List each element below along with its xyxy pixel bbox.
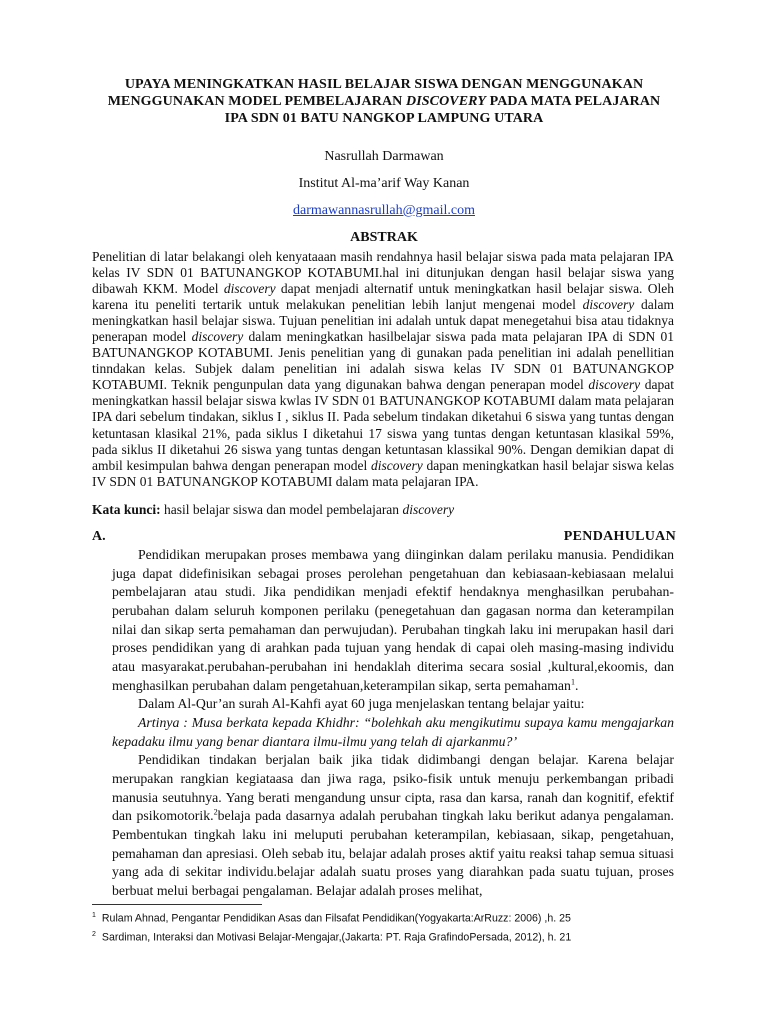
footnote-number: 1 <box>92 912 96 919</box>
abstract-text: dalam meningkatkan hasilbelajar siswa pada mata pelajaran IPA di SDN 01 BATUNANGKOP KOTABUMI. Jenis penelitian yang di gunakan pada penelitian ini adalah penellitian tinndakan kelas. Subjek dalam penelitian ini adalah siswa kelas IV SDN 01 BATUNANGKOP KOTABUMI. Teknik pengunpulan data yang digunakan bahwa dengan penerapan model <box>92 329 674 393</box>
title-line-2-end: PADA MATA PELAJARAN <box>486 94 661 109</box>
abstract-italic: discovery <box>582 297 635 313</box>
footnote <box>92 927 692 946</box>
abstract-italic: discovery <box>223 281 276 297</box>
title-line-2-start: MENGGUNAKAN MODEL PEMBELAJARAN <box>107 94 406 109</box>
title-line-3: IPA SDN 01 BATU NANGKOP LAMPUNG UTARA <box>224 111 544 126</box>
section-title: PENDAHULUAN <box>563 529 676 544</box>
institution: Institut Al-ma’arif Way Kanan <box>298 176 470 191</box>
abstract-italic: discovery <box>371 457 423 473</box>
title-line-2-italic: DISCOVERY <box>405 94 486 109</box>
abstract-text: dapat meningkatkan hassil belajar siswa kwlas IV SDN 01 BATUNANGKOP KOTABUMI dalam mata pelajaran IPA dari sebelum tindakan, siklus I , siklus II. Pada sebelum tindakan diketahui 6 siswa yang tuntas dengan ketuntasan klasikal 21%, pada siklus I diketahui 17 siswa yang tuntas dengan ketuntasan klasikal 59%, pada siklus II diketahui 26 siswa yang tuntas dengan ketuntasan klassikal 90%. Dengan demikian dapat di ambil kesimpulan bahwa dengan penerapan model <box>92 377 674 473</box>
abstract-text: Penelitian di latar belakangi oleh kenyataaan masih rendahnya hasil belajar siswa pada mata pelajaran IPA kelas IV SDN 01 BATUNANGKOP KOTABUMI.hal ini ditunjukan dengan hasil belajar siswa yang dibawah KKM. Model <box>92 249 674 297</box>
section-body <box>112 546 674 900</box>
paragraph <box>112 546 674 695</box>
keywords-label: Kata kunci: <box>92 502 161 517</box>
abstract-text: dapat menjadi alternatif untuk meningkatkan hasil belajar siswa. Oleh karena itu peneliti tertarik untuk melakukan penelitian lebih lanjut mengenai model <box>92 281 675 313</box>
paragraph-text: Pendidikan merupakan proses membawa yang diinginkan dalam perilaku manusia. Pendidikan juga dapat didefinisikan sebagai proses perolehan pengetahuan dan kebiasaan-kebiasaan melalui pembelajaran atau studi. Jika pendidikan menjadi efektif hendaknya menghasilkan perubahan-perubahan dalam seluruh komponen perilaku (penegetahuan dan gagasan norma dan keterampilan nilai dan sikap serta pemahaman dan perwujudan). Perubahan tingkah laku ini merupakan hasil dari proses pendidikan yang di arahkan pada tujuan yang hendak di capai oleh masing-masing individu atau masyarakat.perubahan-perubahan ini hendaklah diterima secara sosial ,kultural,ekoomis, dan menghasilkan perubahan dalam pengetahuan,keterampilan sikap, serta pemahaman <box>112 547 674 693</box>
abstract-italic: discovery <box>191 329 244 345</box>
paragraph-text: . <box>574 677 579 693</box>
paragraph <box>112 751 674 900</box>
title-line-2 <box>90 93 678 110</box>
footnotes <box>92 908 692 945</box>
footnote-ref[interactable]: 1 <box>570 677 575 686</box>
footnote-ref[interactable]: 2 <box>213 807 218 817</box>
paragraph-text: belaja pada dasarnya adalah perubahan tingkah laku berikut adanya pengalaman. Pembentukan tingkah laku ini meluputi perubahan keterampilan, kebiasaan, sikap, pengetahuan, pemahaman dan apresiasi. Oleh sebab itu, belajar adalah proses aktif yaitu reaksi tahap semua situasi yang ada di sekitar individu.belajar adalah suatu proses yang diarahkan pada suatu tujuan, proses berbuat melui berbagai pengalaman. Belajar adalah proses melihat, <box>112 808 674 898</box>
abstract-text: dalam meningkatkan hasil belajar siswa. Tujuan penelitian ini adalah untuk dapat menegetahui bisa atau tidaknya penerapan model <box>92 297 674 345</box>
title-line-1: UPAYA MENINGKATKAN HASIL BELAJAR SISWA DENGAN MENGGUNAKAN <box>124 77 644 92</box>
abstract-body <box>92 249 674 490</box>
abstract-italic: discovery <box>588 377 641 393</box>
footnote-divider <box>92 904 262 905</box>
keywords-text: hasil belajar siswa dan model pembelajaran <box>160 502 403 517</box>
section-letter: A. <box>92 529 106 544</box>
footnote-text: Rulam Ahnad, Pengantar Pendidikan Asas dan Filsafat Pendidikan(Yogyakarta:ArRuzz: 2006) ,h. 25 <box>101 912 571 925</box>
footnote-number: 2 <box>92 930 96 938</box>
keywords <box>92 502 674 518</box>
paragraph-text: Pendidikan tindakan berjalan baik jika tidak didimbangi dengan belajar. Karena belajar merupakan rangkian kegiataasa dan jiwa raga, psiko-fisik untuk menuju perkembangan pribadi manusia seutuhnya. Yang berati mengandung unsur cipta, rasa dan karsa, ranah dan kognitif, efektif dan psikomotorik. <box>112 752 674 824</box>
paper-title <box>90 76 678 127</box>
abstract-text: dapan meningkatkan hasil belajar siswa kelas IV SDN 01 BATUNANGKOP KOTABUMI dalam mata pelajaran IPA. <box>92 457 674 489</box>
quote: Artinya : Musa berkata kepada Khidhr: “bolehkah aku mengikutimu supaya kamu mengajarkan kepadaku ilmu yang benar diantara ilmu-ilmu yang telah di ajarkanmu?’ <box>112 714 674 749</box>
paragraph: Dalam Al-Qur’an surah Al-Kahfi ayat 60 juga menjelaskan tentang belajar yaitu: <box>138 696 585 712</box>
author-name: Nasrullah Darmawan <box>324 149 444 164</box>
keywords-italic: discovery <box>402 502 455 517</box>
footnote <box>92 908 692 927</box>
email-link[interactable]: darmawannasrullah@gmail.com <box>293 203 475 218</box>
abstract-heading: ABSTRAK <box>350 230 418 245</box>
footnote-text: Sardiman, Interaksi dan Motivasi Belajar-Mengajar,(Jakarta: PT. Raja GrafindoPersada, 2012), h. 21 <box>101 931 572 944</box>
